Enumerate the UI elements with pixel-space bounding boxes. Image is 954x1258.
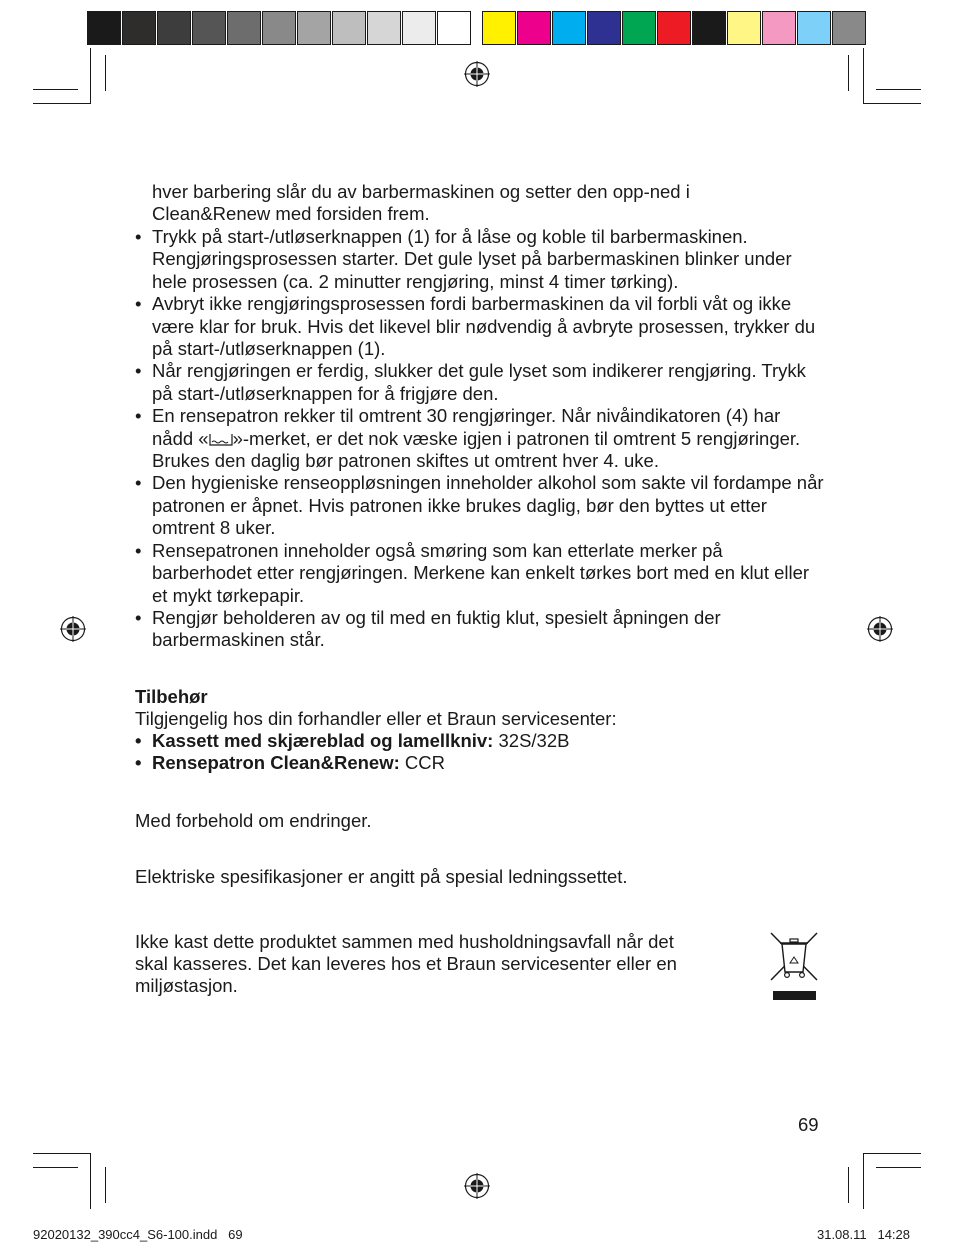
color-swatch	[692, 11, 726, 45]
crop-mark	[848, 55, 849, 91]
crop-mark	[33, 89, 78, 90]
crop-mark	[863, 103, 921, 104]
accessory-label: Kassett med skjæreblad og lamellkniv:	[152, 730, 494, 751]
list-item	[135, 730, 825, 752]
crop-mark	[848, 1167, 849, 1203]
bullet: •	[135, 472, 142, 494]
crop-mark	[863, 1153, 921, 1154]
registration-mark-icon	[464, 1173, 490, 1199]
color-swatch	[482, 11, 516, 45]
color-swatch	[517, 11, 551, 45]
crop-mark	[90, 1153, 91, 1209]
gray-swatch	[332, 11, 366, 45]
color-swatch	[832, 11, 866, 45]
list-item: • Den hygieniske renseoppløsningen inneholder alkohol som sakte vil fordampe når patronen er åpnet. Hvis patronen ikke brukes daglig, bør den byttes ut etter omtrent 8 uker.	[135, 472, 824, 539]
gray-swatch	[297, 11, 331, 45]
bullet: •	[135, 226, 142, 247]
list-item: • Rensepatronen inneholder også smøring som kan etterlate merker på barberhodet etter rengjøringen. Merkene kan enkelt tørkes bort med en klut eller et mykt tørkepapir.	[135, 539, 810, 606]
crop-mark	[90, 48, 91, 103]
crop-mark	[105, 1167, 106, 1203]
gray-swatch	[227, 11, 261, 45]
crop-mark	[33, 1153, 91, 1154]
list-item: • Avbryt ikke rengjøringsprosessen fordi barbermaskinen da vil forbli våt og ikke være klar for bruk. Hvis det likevel blir nødvendig å avbryte prosessen, trykker du på start-/utløserknappen (1).	[135, 293, 816, 360]
page-number: 69	[798, 1114, 819, 1135]
crop-mark	[105, 55, 106, 91]
color-swatch	[797, 11, 831, 45]
accessories-intro: Tilgjengelig hos din forhandler eller et Braun servicesenter:	[135, 708, 617, 729]
accessory-value: 32S/32B	[498, 730, 570, 751]
gray-swatch	[157, 11, 191, 45]
bullet: •	[135, 360, 142, 382]
bullet: •	[135, 730, 142, 751]
crop-mark	[33, 103, 91, 104]
gray-swatch	[262, 11, 296, 45]
wave-level-icon	[209, 433, 233, 447]
registration-mark-icon	[60, 616, 86, 642]
color-swatch	[657, 11, 691, 45]
color-swatch	[622, 11, 656, 45]
disposal-note-line: skal kasseres. Det kan leveres hos et Braun servicesenter eller en	[135, 953, 677, 974]
gray-swatch	[192, 11, 226, 45]
list-item: • Rengjør beholderen av og til med en fuktig klut, spesielt åpningen der barbermaskinen står.	[135, 606, 721, 651]
list-item: • En rensepatron rekker til omtrent 30 rengjøringer. Når nivåindikatoren (4) har nådd « »-merket, er det nok væske igjen i patronen til omtrent 5 rengjøringer. Brukes den daglig bør patronen skiftes ut omtrent hver 4. uke.	[135, 405, 801, 472]
color-swatch	[587, 11, 621, 45]
disposal-note-line: Ikke kast dette produktet sammen med husholdningsavfall når det	[135, 931, 674, 952]
disposal-note-line: miljøstasjon.	[135, 975, 238, 996]
cleaning-instructions-list	[135, 226, 825, 652]
electrical-note: Elektriske spesifikasjoner er angitt på spesial ledningssettet.	[135, 866, 628, 887]
bullet: •	[135, 752, 142, 774]
accessories-list	[135, 730, 825, 775]
intro-line: Clean&Renew med forsiden frem.	[152, 203, 430, 224]
crop-mark	[863, 48, 864, 103]
color-swatch	[727, 11, 761, 45]
reservation-note: Med forbehold om endringer.	[135, 810, 372, 831]
crop-mark	[876, 1167, 921, 1168]
gray-swatch	[87, 11, 121, 45]
gray-swatch	[367, 11, 401, 45]
section-heading: Tilbehør	[135, 686, 208, 707]
color-swatch	[762, 11, 796, 45]
bullet: •	[135, 539, 142, 561]
process-color-bar	[482, 11, 867, 47]
gray-swatch	[437, 11, 471, 45]
accessory-label: Rensepatron Clean&Renew:	[152, 752, 400, 774]
bullet: •	[135, 606, 142, 628]
color-swatch	[552, 11, 586, 45]
intro-line: hver barbering slår du av barbermaskinen og setter den opp-ned i	[152, 181, 690, 202]
accessory-value: CCR	[404, 752, 445, 774]
bullet: •	[135, 293, 142, 315]
bullet: •	[135, 405, 142, 427]
list-item: • Når rengjøringen er ferdig, slukker det gule lyset som indikerer rengjøring. Trykk på start-/utløserknappen for å frigjøre den.	[135, 360, 806, 404]
footer-date: 31.08.11 14:28	[816, 1227, 910, 1242]
registration-mark-icon	[464, 61, 490, 87]
list-item: • Trykk på start-/utløserknappen (1) for å låse og koble til barbermaskinen. Rengjøringsprosessen starter. Det gule lyset på barbermaskinen blinker under hele prosessen (ca. 2 minutter rengjøring, minst 4 timer tørking).	[135, 226, 792, 292]
crop-mark	[33, 1167, 78, 1168]
gray-swatch	[122, 11, 156, 45]
crop-mark	[876, 89, 921, 90]
crop-mark	[863, 1153, 864, 1209]
gray-color-bar	[87, 11, 472, 47]
registration-mark-icon	[867, 616, 893, 642]
footer-file-info: 92020132_390cc4_S6-100.indd 69	[33, 1227, 243, 1242]
list-item	[135, 752, 825, 774]
gray-swatch	[402, 11, 436, 45]
crossed-out-wheelie-bin-icon	[768, 930, 820, 1002]
